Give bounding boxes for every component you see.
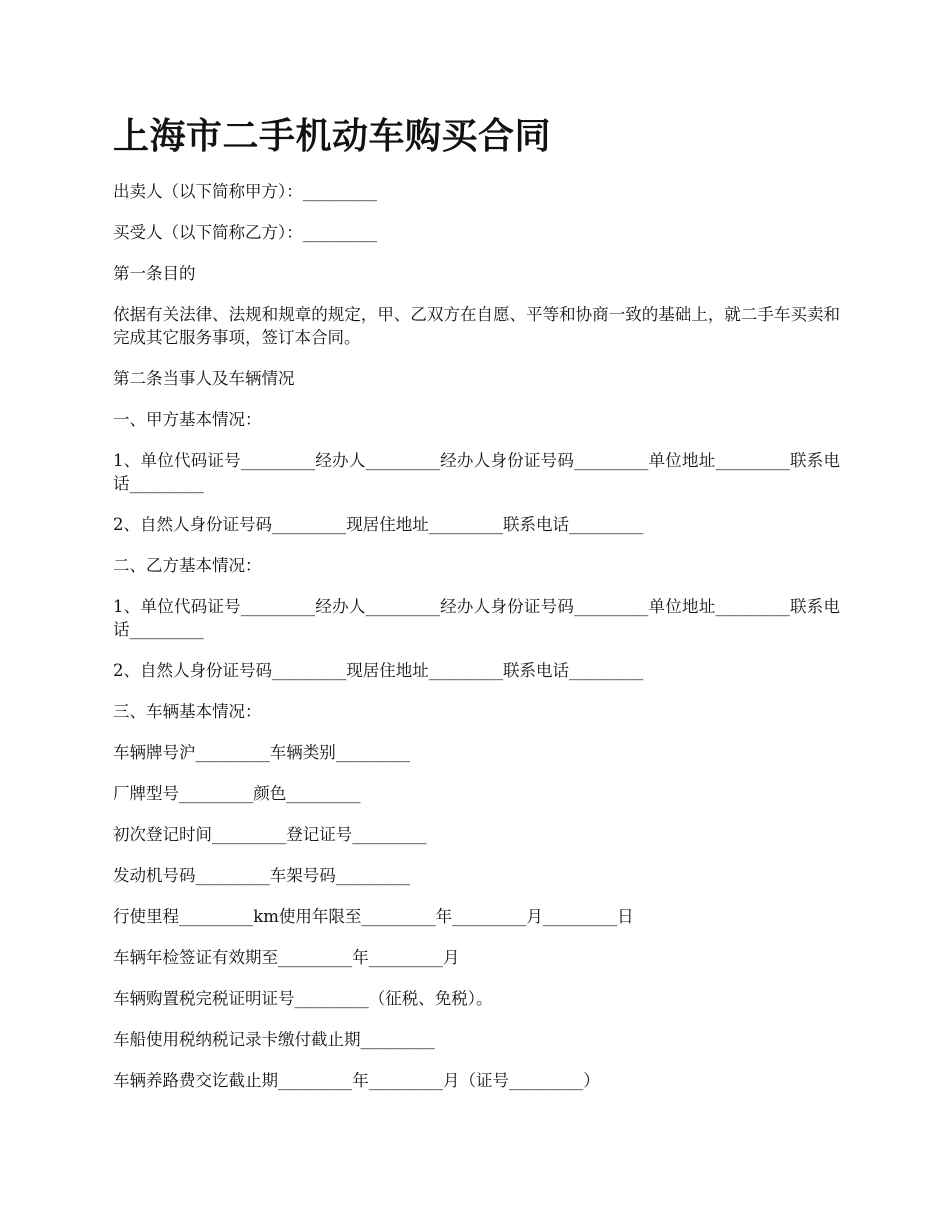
- party-a-person-line: 2、自然人身份证号码_________现居住地址_________联系电话_________: [113, 515, 644, 534]
- vehicle-mileage-line: 行使里程_________km使用年限至_________年_________月_________日: [113, 907, 634, 926]
- article-2-heading: 第二条当事人及车辆情况: [113, 369, 295, 388]
- vehicle-inspection-line: 车辆年检签证有效期至_________年_________月: [113, 948, 460, 967]
- vehicle-engine-line: 发动机号码_________车架号码_________: [113, 866, 410, 885]
- article-1-heading: 第一条目的: [113, 264, 196, 283]
- seller-line: 出卖人（以下简称甲方）：_________: [113, 182, 377, 201]
- party-b-heading: 二、乙方基本情况：: [113, 556, 262, 575]
- vehicle-plate-line: 车辆牌号沪_________车辆类别_________: [113, 743, 410, 762]
- party-b-person-line: 2、自然人身份证号码_________现居住地址_________联系电话_________: [113, 661, 644, 680]
- vehicle-purchase-tax-line: 车辆购置税完税证明证号_________（征税、免税）。: [113, 989, 493, 1008]
- party-a-entity-line: 1、单位代码证号_________经办人_________经办人身份证号码_________单位地址_________联系电话_________: [113, 451, 840, 493]
- vehicle-registration-line: 初次登记时间_________登记证号_________: [113, 825, 427, 844]
- party-a-heading: 一、甲方基本情况：: [113, 410, 262, 429]
- document-title: 上海市二手机动车购买合同: [113, 115, 552, 157]
- article-1-body: 依据有关法律、法规和规章的规定，甲、乙双方在自愿、平等和协商一致的基础上，就二手车买卖和完成其它服务事项，签订本合同。: [113, 305, 840, 347]
- document-page: [113, 112, 840, 1110]
- vehicle-road-fee-line: 车辆养路费交讫截止期_________年_________月（证号_________）: [113, 1071, 600, 1090]
- vehicle-model-line: 厂牌型号_________颜色_________: [113, 784, 361, 803]
- vehicle-heading: 三、车辆基本情况：: [113, 702, 262, 721]
- buyer-line: 买受人（以下简称乙方）：_________: [113, 223, 377, 242]
- party-b-entity-line: 1、单位代码证号_________经办人_________经办人身份证号码_________单位地址_________联系电话_________: [113, 597, 840, 639]
- vehicle-vessel-tax-line: 车船使用税纳税记录卡缴付截止期_________: [113, 1030, 435, 1049]
